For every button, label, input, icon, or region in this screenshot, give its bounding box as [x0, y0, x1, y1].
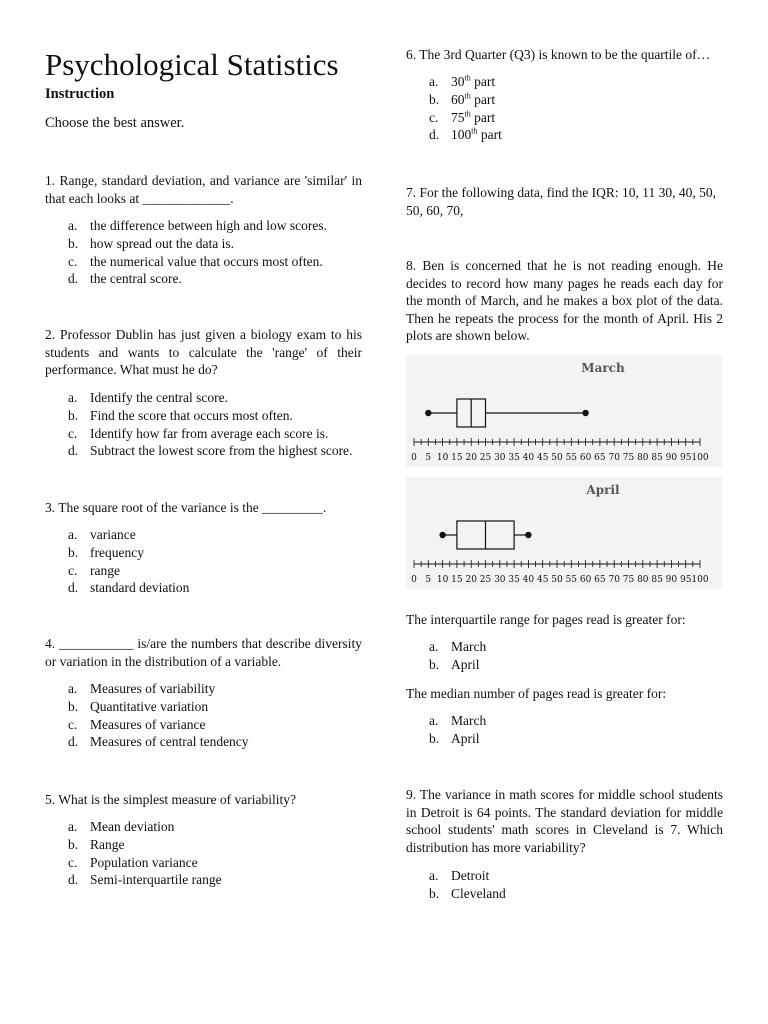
option[interactable]: b. frequency — [68, 544, 144, 560]
tick-label: 60 — [579, 575, 592, 585]
tick-label: 65 — [594, 453, 606, 463]
tick-label: 60 — [579, 453, 592, 463]
tick-label: 15 — [451, 575, 463, 585]
question-3: 3. The square root of the variance is the _________. — [45, 500, 327, 515]
question-8-sub2: The median number of pages read is greater for: — [406, 686, 667, 701]
question-8: 8. Ben is concerned that he is not reading enough. He decides to record how many pages he reads each day for the month of March, and he makes a box plot of the data. Then he repeats the process for the month of April. His 2 plots are shown below. — [406, 258, 723, 344]
question-1-options — [68, 217, 368, 288]
tick-label: 95 — [679, 453, 692, 463]
question-5-options — [68, 818, 368, 889]
question-8-sub1-options — [429, 638, 709, 674]
question-8-sub2-options — [429, 712, 709, 748]
chart-title: April — [586, 483, 620, 497]
max-point — [582, 410, 588, 416]
tick-label: 50 — [551, 453, 563, 463]
tick-label: 15 — [451, 453, 463, 463]
tick-label: 70 — [608, 575, 620, 585]
tick-label: 95 — [679, 575, 692, 585]
tick-label: 10 — [436, 575, 449, 585]
question-8-sub1: The interquartile range for pages read is greater for: — [406, 612, 686, 627]
tick-label: 90 — [665, 575, 678, 585]
tick-label: 10 — [436, 453, 449, 463]
tick-label: 80 — [637, 575, 649, 585]
question-4-options — [68, 680, 368, 751]
tick-label: 0 — [411, 453, 417, 463]
tick-label: 25 — [479, 575, 492, 585]
tick-label: 30 — [494, 453, 506, 463]
tick-label: 35 — [508, 453, 520, 463]
question-4: 4. ___________ is/are the numbers that describe diversity or variation in the distribution of a variable. — [45, 636, 362, 669]
option[interactable]: b. April — [429, 730, 480, 746]
min-point — [425, 410, 431, 416]
option[interactable]: a. Measures of variability — [68, 681, 216, 696]
option[interactable]: b. Quantitative variation — [68, 698, 209, 714]
max-point — [525, 532, 531, 538]
question-3-options — [68, 526, 368, 597]
question-2: 2. Professor Dublin has just given a biology exam to his students and wants to calculate the 'range' of their performance. What must he do? — [45, 327, 362, 378]
option[interactable]: c. the numerical value that occurs most often. — [68, 253, 323, 269]
option[interactable]: c. Population variance — [68, 854, 198, 870]
tick-label: 0 — [411, 575, 417, 585]
tick-label: 45 — [536, 575, 549, 585]
option[interactable]: b. 60th part — [429, 91, 496, 107]
tick-label: 75 — [622, 453, 635, 463]
option[interactable]: b. Find the score that occurs most often. — [68, 407, 293, 423]
tick-label: 100 — [691, 575, 709, 585]
option[interactable]: c. 75th part — [429, 109, 496, 125]
tick-label: 35 — [508, 575, 520, 585]
option[interactable]: a. Mean deviation — [68, 819, 175, 834]
tick-label: 40 — [522, 575, 535, 585]
instruction-heading: Instruction — [45, 86, 115, 102]
option[interactable]: b. April — [429, 656, 480, 672]
option[interactable]: d. Semi-interquartile range — [68, 872, 222, 888]
option[interactable]: a. variance — [68, 527, 136, 542]
option[interactable]: a. March — [429, 713, 487, 728]
tick-label: 20 — [465, 453, 477, 463]
option[interactable]: d. the central score. — [68, 271, 182, 287]
instruction-text: Choose the best answer. — [45, 115, 185, 131]
option[interactable]: c. range — [68, 562, 120, 578]
tick-label: 5 — [425, 453, 432, 463]
box-plot-april — [406, 477, 722, 589]
option[interactable]: d. standard deviation — [68, 580, 190, 596]
option[interactable]: c. Measures of variance — [68, 716, 206, 732]
option[interactable]: a. March — [429, 639, 487, 654]
option[interactable]: a. Detroit — [429, 868, 490, 883]
option[interactable]: d. Subtract the lowest score from the highest score. — [68, 443, 353, 459]
min-point — [439, 532, 445, 538]
box-plot-march-svg — [406, 355, 722, 467]
option[interactable]: b. how spread out the data is. — [68, 235, 234, 251]
tick-label: 45 — [536, 453, 549, 463]
question-1: 1. Range, standard deviation, and variance are 'similar' in that each looks at _____________. — [45, 173, 362, 206]
tick-label: 25 — [479, 453, 492, 463]
tick-label: 80 — [637, 453, 649, 463]
question-7: 7. For the following data, find the IQR: 10, 11 30, 40, 50, 50, 60, 70, — [406, 185, 716, 218]
tick-label: 85 — [651, 575, 663, 585]
tick-label: 75 — [622, 575, 635, 585]
tick-label: 20 — [465, 575, 477, 585]
tick-label: 90 — [665, 453, 678, 463]
tick-label: 40 — [522, 453, 535, 463]
question-5: 5. What is the simplest measure of variability? — [45, 792, 296, 807]
question-2-options — [68, 389, 368, 460]
option[interactable]: a. Identify the central score. — [68, 390, 228, 405]
page-title: Psychological Statistics — [45, 47, 339, 82]
tick-label: 55 — [565, 453, 578, 463]
tick-label: 55 — [565, 575, 578, 585]
option[interactable]: d. 100th part — [429, 126, 502, 143]
option[interactable]: a. the difference between high and low scores. — [68, 218, 328, 233]
chart-title: March — [581, 361, 625, 375]
question-6-options — [429, 73, 709, 144]
box-plot-march — [406, 355, 722, 467]
option[interactable]: d. Measures of central tendency — [68, 734, 249, 750]
tick-label: 5 — [425, 575, 432, 585]
box-plot-april-svg — [406, 477, 722, 589]
tick-label: 50 — [551, 575, 563, 585]
option[interactable]: b. Range — [68, 836, 125, 852]
option[interactable]: a. 30th part — [429, 73, 496, 89]
question-6: 6. The 3rd Quarter (Q3) is known to be the quartile of… — [406, 47, 711, 62]
tick-label: 85 — [651, 453, 663, 463]
tick-label: 100 — [691, 453, 709, 463]
tick-label: 30 — [494, 575, 506, 585]
option[interactable]: c. Identify how far from average each score is. — [68, 425, 329, 441]
question-9-options — [429, 867, 709, 903]
tick-label: 70 — [608, 453, 620, 463]
option[interactable]: b. Cleveland — [429, 885, 506, 901]
question-9: 9. The variance in math scores for middle school students in Detroit is 64 points. The standard deviation for middle school students' math scores in Cleveland is 7. Which distribution has more variability? — [406, 787, 723, 855]
tick-label: 65 — [594, 575, 606, 585]
